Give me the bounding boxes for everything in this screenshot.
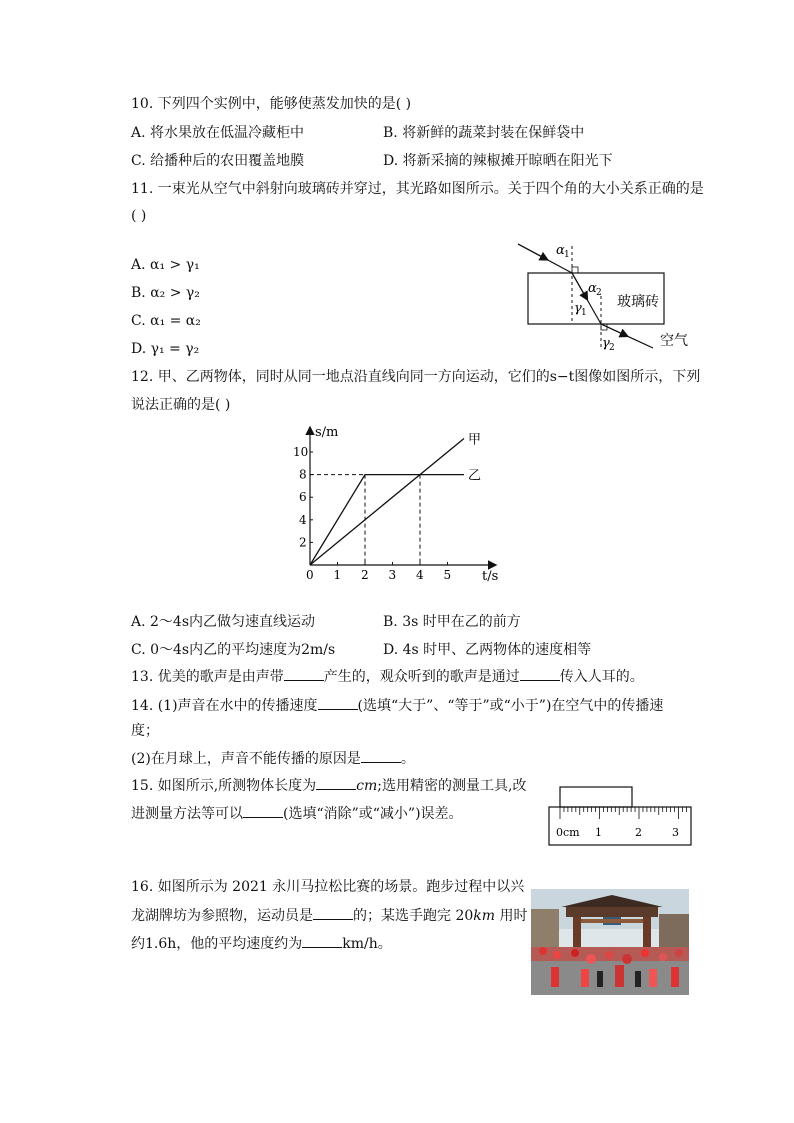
refraction-diagram — [510, 236, 700, 356]
ruler-diagram — [548, 786, 693, 846]
q10-option-d: D. 将新采摘的辣椒摊开晾晒在阳光下 — [383, 153, 613, 169]
measured-object — [560, 787, 632, 807]
x-tick-label-3: 3 — [388, 568, 397, 582]
q11-option-c: C. α₁ = α₂ — [131, 313, 201, 329]
x-tick-label-1: 1 — [333, 568, 342, 582]
q12-option-b: B. 3s 时甲在乙的前方 — [383, 614, 521, 630]
svg-text:2: 2 — [596, 288, 602, 298]
q10-stem: 10. 下列四个实例中，能够使蒸发加快的是( ) — [131, 96, 412, 112]
y-tick-label-6: 6 — [299, 490, 307, 505]
label-alpha2: α — [588, 281, 597, 296]
q10-option-c: C. 给播种后的农田覆盖地膜 — [131, 153, 305, 169]
y-tick-label-10: 10 — [293, 445, 309, 459]
label-glass: 玻璃砖 — [617, 294, 659, 310]
q14-line3: (2)在月球上，声音不能传播的原因是 。 — [131, 748, 415, 769]
series-line-0 — [310, 438, 464, 565]
y-axis-label: s/m — [315, 425, 339, 440]
q13-blank-2[interactable] — [520, 666, 560, 681]
marathon-photo — [531, 889, 689, 995]
q10-option-b: B. 将新鲜的蔬菜封装在保鲜袋中 — [383, 125, 585, 141]
q11-paren: ( ) — [131, 208, 147, 224]
y-tick-label-4: 4 — [299, 512, 307, 527]
y-tick-label-8: 8 — [299, 467, 307, 482]
q16-line2: 龙湖牌坊为参照物，运动员是 的；某选手跑完 20km 用时 — [131, 905, 527, 926]
q12-option-a: A. 2～4s内乙做匀速直线运动 — [131, 614, 316, 630]
label-gamma2: γ — [602, 336, 610, 351]
x-tick-label-5: 5 — [443, 568, 452, 582]
q10-option-a: A. 将水果放在低温冷藏柜中 — [131, 125, 305, 141]
x-tick-label-0: 0 — [306, 568, 314, 582]
q16-line1: 16. 如图所示为 2021 永川马拉松比赛的场景。跑步过程中以兴 — [131, 879, 525, 895]
series-label-0: 甲 — [468, 432, 482, 448]
ruler-label-0: 0cm — [556, 826, 580, 839]
series-line-1 — [310, 475, 464, 565]
q14-line1: 14. (1)声音在水中的传播速度 (选填“大于”、“等于”或“小于”)在空气中的传播速 — [131, 695, 663, 716]
q15-line1: 15. 如图所示,所测物体长度为 cm;选用精密的测量工具,改 — [131, 775, 526, 796]
q15-blank-2[interactable] — [243, 803, 283, 818]
x-tick-label-2: 2 — [361, 568, 369, 582]
q14-line2: 度； — [131, 723, 159, 739]
q12-option-d: D. 4s 时甲、乙两物体的速度相等 — [383, 642, 592, 658]
q11-option-b: B. α₂ > γ₂ — [131, 285, 200, 301]
ruler-label-2: 2 — [635, 826, 642, 839]
q13-blank-1[interactable] — [284, 666, 324, 681]
label-gamma1: γ — [574, 301, 582, 316]
q11-option-d: D. γ₁ = γ₂ — [131, 341, 200, 357]
ruler-label-1: 1 — [595, 826, 602, 839]
label-air: 空气 — [660, 333, 688, 349]
q16-line3: 约1.6h，他的平均速度约为 km/h。 — [131, 933, 392, 954]
q14-blank-1[interactable] — [318, 695, 358, 710]
svg-text:1: 1 — [581, 308, 587, 318]
label-alpha1: α — [556, 243, 565, 258]
q11-stem: 11. 一束光从空气中斜射向玻璃砖并穿过，其光路如图所示。关于四个角的大小关系正确的是 — [131, 181, 704, 197]
q12-stem-line1: 12. 甲、乙两物体，同时从同一地点沿直线向同一方向运动，它们的s−t图像如图所示，下列 — [131, 369, 701, 385]
x-tick-label-4: 4 — [416, 568, 424, 582]
q12-option-c: C. 0～4s内乙的平均速度为2m/s — [131, 642, 336, 658]
q16-blank-2[interactable] — [302, 933, 342, 948]
ruler-label-3: 3 — [672, 826, 679, 839]
q11-option-a: A. α₁ > γ₁ — [131, 257, 200, 273]
q15-blank-1[interactable] — [316, 775, 356, 790]
y-tick-label-2: 2 — [299, 535, 307, 550]
q16-blank-1[interactable] — [313, 905, 353, 920]
q15-line2: 进测量方法等可以 (选填“消除”或“减小”)误差。 — [131, 803, 463, 824]
svg-text:1: 1 — [564, 250, 570, 260]
q13: 13. 优美的歌声是由声带 产生的，观众听到的歌声是通过 传入人耳的。 — [131, 666, 644, 687]
x-axis-label: t/s — [482, 569, 499, 584]
series-label-1: 乙 — [468, 468, 482, 484]
q14-blank-2[interactable] — [361, 748, 401, 763]
st-graph — [290, 420, 510, 590]
svg-text:2: 2 — [609, 343, 615, 353]
q12-stem-line2: 说法正确的是( ) — [131, 397, 231, 413]
